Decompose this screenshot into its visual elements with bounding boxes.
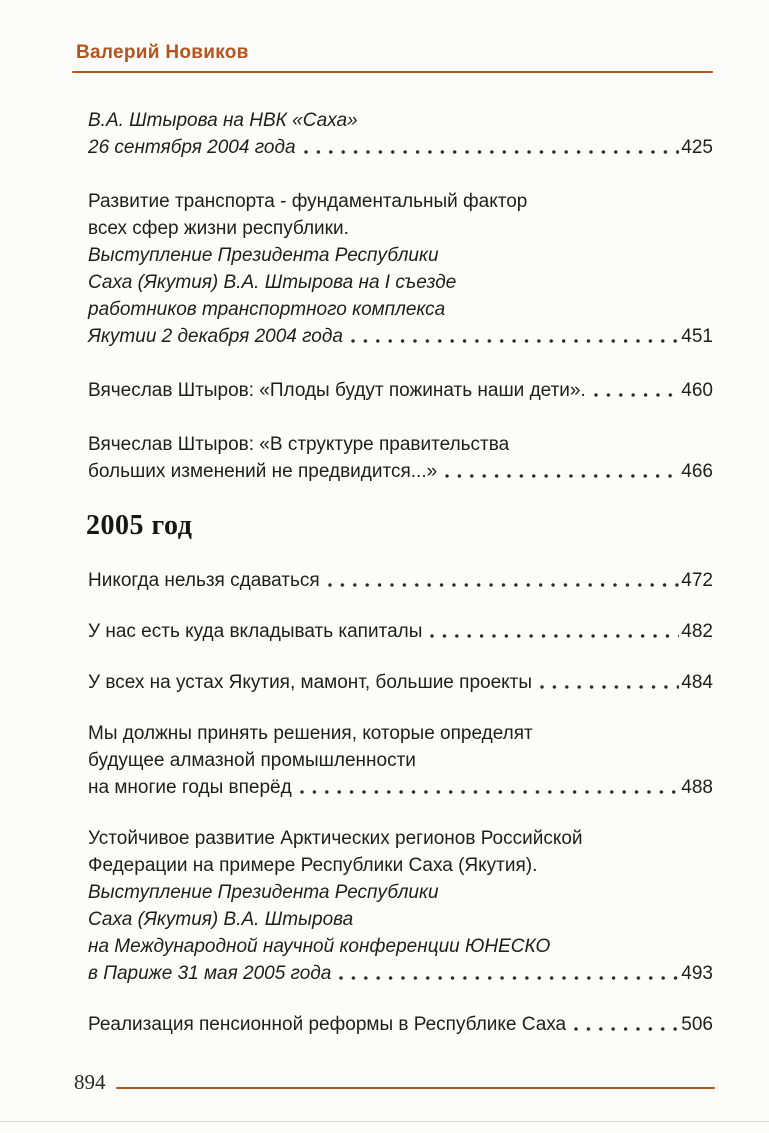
toc-page-number: 482 bbox=[681, 621, 713, 642]
toc-entry bbox=[88, 720, 713, 801]
toc-line-text: Якутии 2 декабря 2004 года bbox=[88, 326, 343, 347]
toc-line-text: Федерации на примере Республики Саха (Якутия). bbox=[88, 855, 538, 876]
toc-line-text: Выступление Президента Республики bbox=[88, 882, 439, 903]
toc-line-text: Мы должны принять решения, которые определят bbox=[88, 723, 533, 744]
toc-line bbox=[88, 458, 713, 485]
toc-entry bbox=[88, 567, 713, 594]
scan-edge-line bbox=[0, 1121, 769, 1122]
leader-dots bbox=[426, 618, 679, 645]
toc-page-number: 493 bbox=[681, 963, 713, 984]
toc-page-number: 451 bbox=[681, 326, 713, 347]
running-header-author: Валерий Новиков bbox=[76, 42, 249, 63]
toc-line-text: на Международной научной конференции ЮНЕСКО bbox=[88, 936, 551, 957]
toc-line-text: В.А. Штырова на НВК «Саха» bbox=[88, 110, 358, 131]
toc-page-number: 425 bbox=[681, 137, 713, 158]
toc-line bbox=[88, 134, 713, 161]
toc-entry bbox=[88, 431, 713, 485]
toc-entry bbox=[88, 825, 713, 987]
toc-line-text: У нас есть куда вкладывать капиталы bbox=[88, 621, 423, 642]
leader-dots bbox=[441, 458, 679, 485]
toc-line-text: Развитие транспорта - фундаментальный фактор bbox=[88, 191, 528, 212]
toc-line bbox=[88, 377, 713, 404]
toc-line-text: Вячеслав Штыров: «Плоды будут пожинать наши дети». bbox=[88, 380, 586, 401]
toc-line-text: Саха (Якутия) В.А. Штырова bbox=[88, 909, 354, 930]
toc-line-text: Реализация пенсионной реформы в Республике Саха bbox=[88, 1014, 567, 1035]
footer-page-number: 894 bbox=[74, 1070, 106, 1094]
toc-line bbox=[88, 1011, 713, 1038]
toc-line-text: работников транспортного комплекса bbox=[88, 299, 446, 320]
toc-line-text: больших изменений не предвидится...» bbox=[88, 461, 438, 482]
toc-line-text: У всех на устах Якутия, мамонт, большие проекты bbox=[88, 672, 533, 693]
leader-dots bbox=[536, 669, 679, 696]
toc-page-number: 488 bbox=[681, 777, 713, 798]
header-rule bbox=[72, 71, 713, 73]
toc-line-text: Устойчивое развитие Арктических регионов Российской bbox=[88, 828, 583, 849]
toc-line-text: Никогда нельзя сдаваться bbox=[88, 570, 320, 591]
toc-line-text: Вячеслав Штыров: «В структуре правительства bbox=[88, 434, 510, 455]
toc-line-text: Выступление Президента Республики bbox=[88, 245, 439, 266]
toc-line bbox=[88, 774, 713, 801]
page-header bbox=[72, 42, 713, 73]
toc-entry bbox=[88, 188, 713, 350]
toc-line-text: всех сфер жизни республики. bbox=[88, 218, 349, 239]
toc-line bbox=[88, 618, 713, 645]
toc-line-text: в Париже 31 мая 2005 года bbox=[88, 963, 332, 984]
toc-section-2005 bbox=[88, 512, 713, 1038]
toc-page-number: 506 bbox=[681, 1014, 713, 1035]
toc-entry bbox=[88, 377, 713, 404]
toc-line-text: 26 сентября 2004 года bbox=[88, 137, 296, 158]
toc-line bbox=[88, 567, 713, 594]
year-section-heading: 2005 год bbox=[86, 510, 193, 541]
toc-page-number: 460 bbox=[681, 380, 713, 401]
toc-entry bbox=[88, 1011, 713, 1038]
toc-line bbox=[88, 960, 713, 987]
leader-dots bbox=[590, 377, 680, 404]
footer-rule bbox=[116, 1087, 716, 1089]
toc-line-text: будущее алмазной промышленности bbox=[88, 750, 416, 771]
leader-dots bbox=[296, 774, 680, 801]
toc-entry bbox=[88, 618, 713, 645]
toc-page-number: 472 bbox=[681, 570, 713, 591]
toc-page-number: 484 bbox=[681, 672, 713, 693]
toc-line bbox=[88, 323, 713, 350]
leader-dots bbox=[347, 323, 679, 350]
leader-dots bbox=[335, 960, 679, 987]
leader-dots bbox=[324, 567, 680, 594]
toc-line-text: на многие годы вперёд bbox=[88, 777, 292, 798]
toc-line bbox=[88, 669, 713, 696]
page-footer bbox=[0, 1072, 769, 1093]
table-of-contents bbox=[88, 107, 713, 1038]
toc-entry bbox=[88, 669, 713, 696]
leader-dots bbox=[300, 134, 680, 161]
toc-entry bbox=[88, 107, 713, 161]
toc-section-2004 bbox=[88, 107, 713, 485]
toc-line-text: Саха (Якутия) В.А. Штырова на I съезде bbox=[88, 272, 457, 293]
toc-page-number: 466 bbox=[681, 461, 713, 482]
leader-dots bbox=[570, 1011, 679, 1038]
